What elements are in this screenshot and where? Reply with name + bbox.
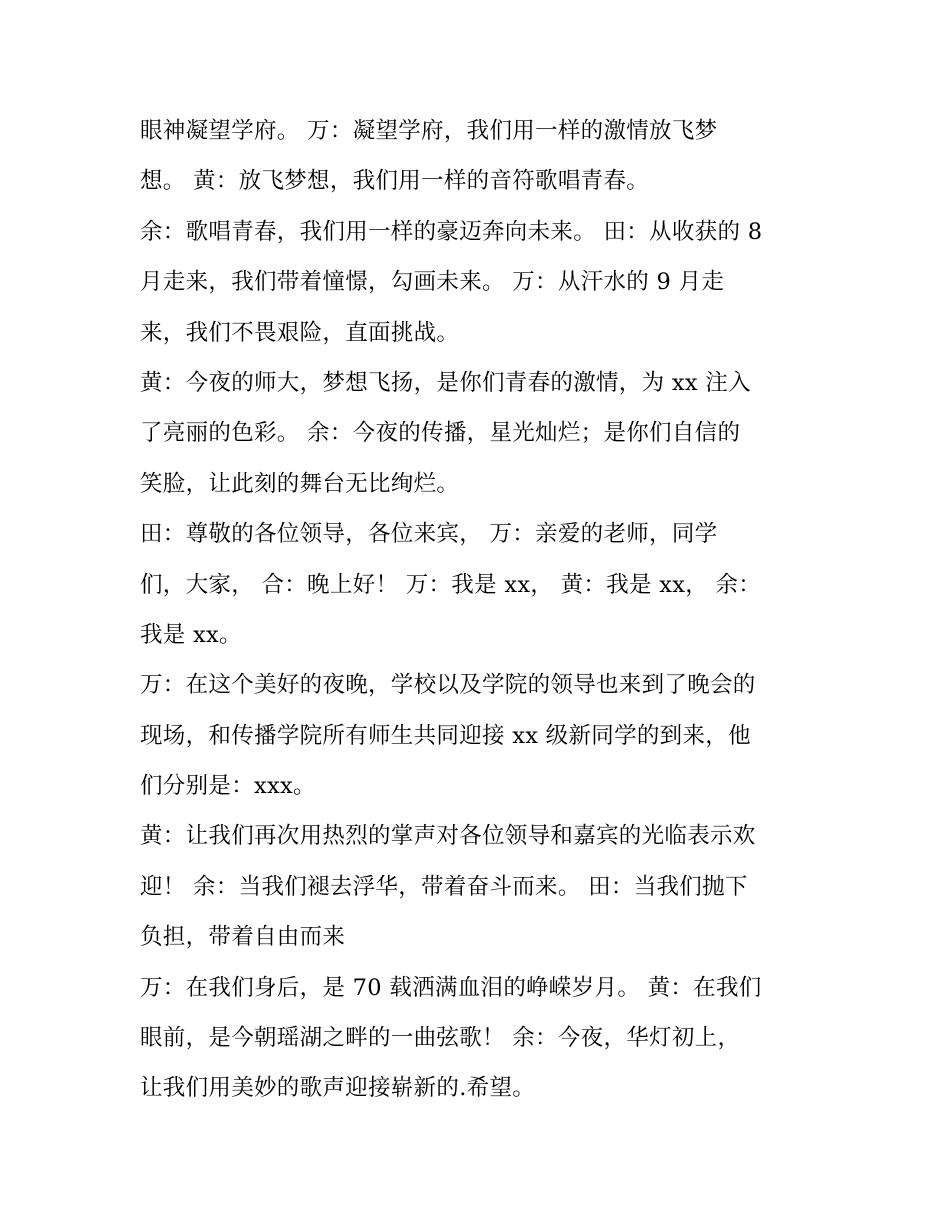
text-line: 黄：今夜的师大，梦想飞扬，是你们青春的激情，为 xx 注入 xyxy=(140,369,751,396)
text-line: 让我们用美妙的歌声迎接崭新的.希望。 xyxy=(140,1075,536,1102)
text-line: 万：在我们身后，是 70 载洒满血泪的峥嵘岁月。 黄：在我们 xyxy=(140,974,762,1001)
text-line: 们，大家， 合：晚上好！ 万：我是 xx， 黄：我是 xx， 余： xyxy=(140,571,762,598)
text-line: 了亮丽的色彩。 余：今夜的传播，星光灿烂；是你们自信的 xyxy=(140,420,741,447)
text-line: 眼前，是今朝瑶湖之畔的一曲弦歌！ 余：今夜，华灯初上， xyxy=(140,1025,741,1052)
text-line: 现场，和传播学院所有师生共同迎接 xx 级新同学的到来，他 xyxy=(140,722,751,749)
text-line: 们分别是：xxx。 xyxy=(140,773,316,800)
text-line: 迎！ 余：当我们褪去浮华，带着奋斗而来。 田：当我们抛下 xyxy=(140,873,748,900)
text-line: 黄：让我们再次用热烈的掌声对各位领导和嘉宾的光临表示欢 xyxy=(140,823,756,850)
text-line: 负担，带着自由而来 xyxy=(140,924,346,951)
text-line: 余：歌唱青春，我们用一样的豪迈奔向未来。 田：从收获的 8 xyxy=(140,218,763,245)
text-line: 万：在这个美好的夜晚，学校以及学院的领导也来到了晚会的 xyxy=(140,672,756,699)
text-line: 想。 黄：放飞梦想，我们用一样的音符歌唱青春。 xyxy=(140,168,650,195)
text-line: 眼神凝望学府。 万：凝望学府，我们用一样的激情放飞梦 xyxy=(140,118,718,144)
text-line: 月走来，我们带着憧憬，勾画未来。 万：从汗水的 9 月走 xyxy=(140,269,725,296)
script-text-body xyxy=(140,106,820,1114)
text-line: 田：尊敬的各位领导，各位来宾， 万：亲爱的老师，同学 xyxy=(140,521,718,548)
text-line: 来，我们不畏艰险，直面挑战。 xyxy=(140,319,460,346)
text-line: 笑脸，让此刻的舞台无比绚烂。 xyxy=(140,470,460,497)
text-line: 我是 xx。 xyxy=(140,621,242,648)
